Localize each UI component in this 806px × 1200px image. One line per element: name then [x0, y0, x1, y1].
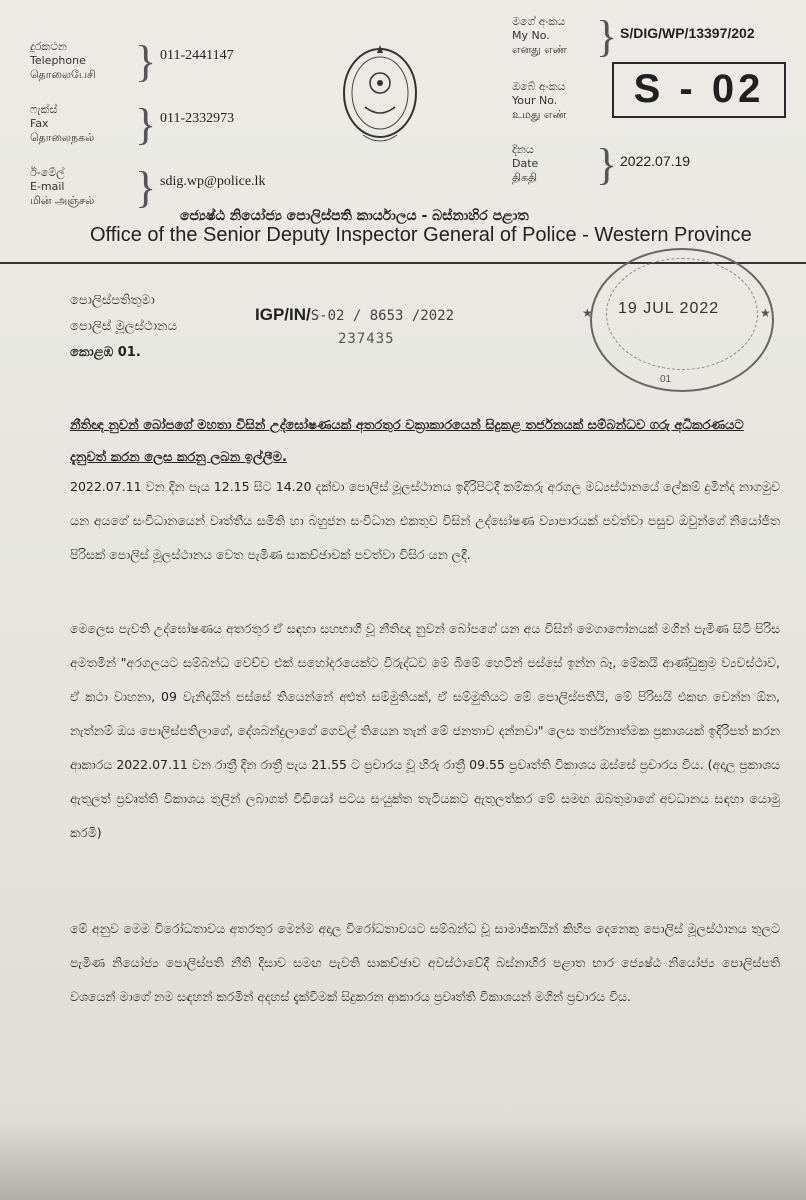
star-icon: ★ [760, 306, 771, 320]
contact-fax [30, 100, 330, 149]
page-shadow [0, 1120, 806, 1200]
email-label-ta: மின் அஞ்சல் [30, 194, 95, 207]
telephone-label-en: Telephone [30, 54, 86, 67]
fax-label-ta: தொலைநகல் [30, 131, 95, 144]
email-label-en: E-mail [30, 180, 65, 193]
my-no-label-en: My No. [512, 29, 550, 42]
ref-date [512, 140, 802, 189]
body-paragraph-1: 2022.07.11 වන දින පැය 12.15 සිට 14.20 දක්වා පොලිස් මූලස්ථානය ඉදිරිපිටදී කම්කරු අරගල මධ්‍යස්ථානයේ ලේකම් දුමින්ද නාගමුව යන අයගේ සංවිධානයෙන් වෘත්තීය සමිති හා බහුජන සංවිධාන එකතුව විසින් උද්ඝෝෂණ ව්‍යාපාරයක් පවත්වා පසුව ඔවුන්ගේ නියෝජිත පිරිසක් පොලිස් මූලස්ථානය වෙත පැමිණ සාකච්ඡාවක් පවත්වා විසිර යන ලදී. [70, 479, 780, 562]
your-no-label-en: Your No. [512, 94, 558, 107]
igp-reference-printed: IGP/IN/ [255, 305, 311, 324]
igp-reference-handwritten: S-02 / 8653 /2022 [310, 308, 455, 324]
telephone-label-si: දුරකථන [30, 40, 67, 53]
body-paragraph-2: මෙලෙස පැවති උද්ඝෝෂණය අතරතුර ඒ සඳහා සහභාගී වූ නීතිඥ නුවන් බෝපගේ යන අය විසින් මෙගාෆෝනයක් මගින් පැමිණ සිටි පිරිස අමතමින් "අරගලයට සම්බන්ධ වෙච්ච එක් සහෝදරයෙක්ට විරුද්ධව මේ බිමේ හෙටින් පස්සේ ඉන්න බෑ, මේකයි ආණ්ඩුක්‍රම ව්‍යවස්ථාව, ඒ කථා වාහනා, 09 වැනිදායින් පස්සේ තියෙන්නේ අළුත් සම්මුතියක්, ඒ සම්මුතියට මේ පොලිස්පතියි, මේ පිරිසයි එකඟ වෙන්න ඕන, නැත්නම් ඔය පොලිස්පතිලාගේ, දේශබන්දුලාගේ ගෙවල් තියෙන තැන් මේ ජනතාව දන්නවා" ලෙස තර්ජනාත්මක ප්‍රකාශයක් ඉදිරිපත් කරන ආකාරය 2022.07.11 වන රාත්‍රී දින රාත්‍රී පැය 21.55 ට ප්‍රචාරය වූ හිරු රාත්‍රී 09.55 ප්‍රවෘත්ති විකාශය ඔස්සේ ප්‍රචාරය විය. (අදාල ප්‍රකාශය ඇතුලත් ප්‍රවෘත්ති විකාශය තුලින් ලබාගත් වීඩියෝ පටය සංයුක්ත තැටියකට ඇතුලත්කර මේ සමඟ ඔබතුමාගේ අවධානය සඳහා යොමු කරමි) [70, 621, 780, 840]
my-no-label-si: මගේ අංකය [512, 15, 566, 28]
brace-icon: } [135, 37, 157, 86]
office-title-sinhala: ජ්‍යෙෂ්ඨ නියෝජ්‍ය පොලිස්පති කාර්යාලය - බස්නාහිර පළාත [180, 208, 529, 224]
date-label-si: දිනය [512, 143, 534, 156]
your-no-label-si: ඔබේ අංකය [512, 80, 566, 93]
date-label-ta: திகதி [512, 171, 538, 184]
date-label-en: Date [512, 157, 539, 170]
date-value: 2022.07.19 [620, 153, 691, 169]
body-paragraph-3: මේ අනුව මෙම විරෝධතාවය අතරතුර මෙන්ම අදාල විරෝධතාවයට සම්බන්ධ වූ සාමාජිකයින් කිහිප දෙනෙකු පොලිස් මූලස්ථානය තුලට පැමිණ නියෝජ්‍ය පොලිස්පති නීති දිසාව සමඟ පැවති සාකච්ඡාව අවස්ථාවේදී බස්නාහිර පළාත භාර ජ්‍යෙෂ්ඨ නියෝජ්‍ය පොලිස්පති වශයෙන් මාගේ නම සඳහන් කරමින් අදහස් දැක්වීමක් සිදුකරන ආකාරය ප්‍රවෘත්ති විකාශයන් මගින් ප්‍රචාරය විය. [70, 921, 780, 1004]
addressee-line: පොලිස්පතිතුමා [70, 293, 155, 308]
addressee-block [70, 288, 177, 366]
telephone-label-ta: தொலைபேசி [30, 68, 96, 81]
igp-reference-handwritten-number: 237435 [338, 331, 395, 347]
my-no-value: S/DIG/WP/13397/202 [620, 25, 755, 41]
your-no-label-ta: உமது எண் [512, 108, 567, 121]
brace-icon: } [135, 100, 157, 149]
office-title-english: Office of the Senior Deputy Inspector General of Police - Western Province [90, 224, 752, 246]
received-stamp-date: 19 JUL 2022 [618, 300, 720, 317]
email-value: sdig.wp@police.lk [160, 174, 266, 189]
star-icon: ★ [582, 306, 593, 320]
telephone-value: 011-2441147 [160, 48, 234, 63]
police-crest-icon [335, 35, 425, 155]
fax-label-en: Fax [30, 117, 49, 130]
brace-icon: } [135, 163, 157, 212]
received-stamp-number: 01 [660, 374, 672, 385]
fax-value: 011-2332973 [160, 111, 235, 126]
addressee-line: කොළඹ 01. [70, 345, 141, 360]
fax-label-si: ෆැක්ස් [30, 103, 58, 116]
brace-icon: } [596, 140, 618, 189]
section-stamp-box: S - 02 [612, 62, 786, 118]
brace-icon: } [596, 12, 618, 61]
igp-reference [255, 305, 454, 325]
ref-my-no [512, 12, 802, 61]
contact-email [30, 163, 330, 212]
my-no-label-ta: எனது எண் [512, 43, 567, 56]
addressee-line: පොලිස් මූලස්ථානය [70, 319, 177, 334]
contact-telephone [30, 37, 330, 86]
email-label-si: ඊ-මේල් [30, 166, 65, 179]
letter-subject: නීතිඥ නුවන් බෝපගේ මහතා විසින් උද්ඝෝෂණයක් අතරතුර වක්‍රාකාරයෙන් සිදුකළ තර්ජනයක් සම්බන්ධව ගරු අධිකරණයට දැනුවත් කරන ලෙස කරනු ලබන ඉල්ලීම. [70, 418, 744, 465]
